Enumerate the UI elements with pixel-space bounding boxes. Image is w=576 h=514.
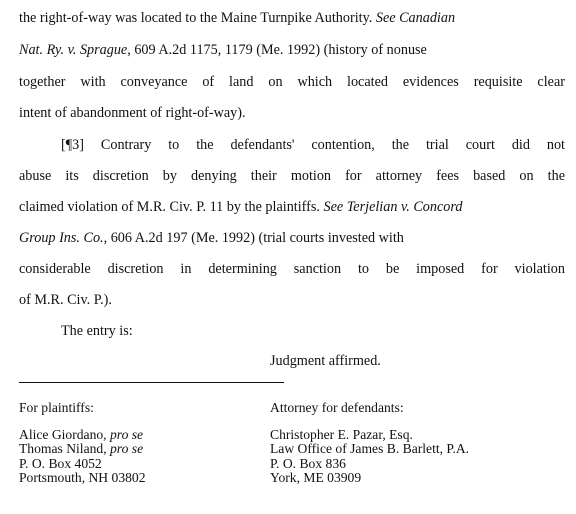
opinion-line: of M.R. Civ. P.). (19, 292, 112, 308)
party-name: Thomas Niland, (19, 441, 107, 456)
case-citation: Nat. Ry. v. Sprague (19, 42, 128, 58)
party-role: pro se (109, 426, 144, 442)
opinion-line (19, 41, 427, 59)
opinion-text: claimed violation of M.R. Civ. P. 11 by the plaintiffs. (19, 199, 320, 215)
party-name: Alice Giordano, (19, 426, 107, 442)
opinion-text: the right-of-way was located to the Maine Turnpike Authority. (19, 10, 373, 26)
entry-label: The entry is: (61, 323, 133, 339)
opinion-line (19, 9, 455, 27)
opinion-line: abuse its discretion by denying their motion for attorney fees based on the (19, 168, 565, 184)
opinion-line (19, 229, 404, 247)
opinion-line (19, 198, 462, 216)
party-role: pro se (110, 441, 144, 456)
opinion-text: , 606 A.2d 197 (Me. 1992) (trial courts invested with (103, 230, 404, 246)
address-line: Portsmouth, NH 03802 (19, 470, 146, 485)
attorney-name: Christopher E. Pazar, Esq. (270, 426, 413, 442)
opinion-line: considerable discretion in determining sanction to be imposed for violation (19, 261, 565, 277)
law-firm-name: Law Office of James B. Barlett, P.A. (270, 441, 470, 456)
paragraph-opening-line: [¶3] Contrary to the defendants' contention, the trial court did not (61, 137, 565, 153)
plaintiff-name (19, 428, 146, 443)
opinion-text: , 609 A.2d 1175, 1179 (Me. 1992) (history of nonuse (127, 42, 427, 58)
address-line: P. O. Box 836 (270, 455, 346, 471)
address-line: P. O. Box 4052 (19, 455, 102, 471)
plaintiffs-heading: For plaintiffs: (19, 400, 94, 415)
defendants-heading: Attorney for defendants: (270, 400, 404, 415)
case-citation: See Canadian (375, 10, 456, 26)
plaintiffs-counsel-block (19, 401, 146, 486)
judgment-text: Judgment affirmed. (270, 353, 381, 369)
address-line: York, ME 03909 (270, 470, 362, 485)
case-citation: Group Ins. Co. (19, 230, 104, 246)
opinion-line: intent of abandonment of right-of-way). (19, 105, 246, 121)
plaintiff-name (19, 442, 146, 457)
opinion-line: together with conveyance of land on which located evidences requisite clear (19, 74, 565, 90)
divider-rule (19, 382, 284, 383)
defendants-counsel-block (270, 401, 469, 486)
case-citation: See Terjelian v. Concord (323, 199, 463, 215)
